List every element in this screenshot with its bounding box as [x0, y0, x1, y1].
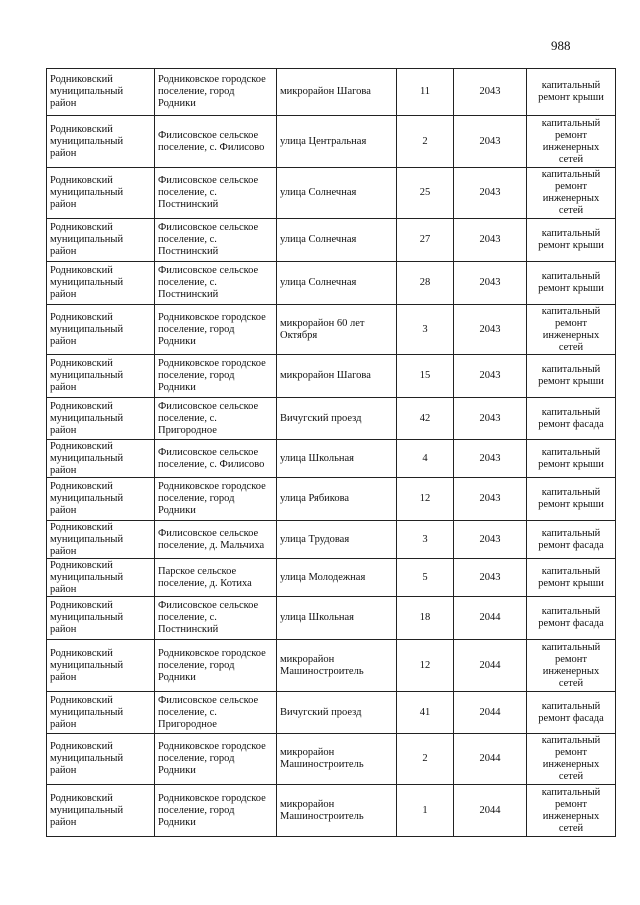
house-number-cell: 11	[397, 69, 454, 116]
work-type-cell: капитальный ремонт инженерных сетей	[527, 640, 616, 692]
work-type-cell: капитальный ремонт инженерных сетей	[527, 734, 616, 785]
district-cell: Родниковский муниципальный район	[47, 168, 155, 219]
table-row	[47, 640, 616, 692]
district-cell: Родниковский муниципальный район	[47, 478, 155, 521]
year-cell: 2044	[454, 734, 527, 785]
table-row	[47, 440, 616, 478]
district-cell: Родниковский муниципальный район	[47, 305, 155, 355]
table-row	[47, 734, 616, 785]
street-cell: улица Школьная	[277, 440, 397, 478]
settlement-cell: Филисовское сельское поселение, с. Филисово	[155, 116, 277, 168]
year-cell: 2043	[454, 69, 527, 116]
settlement-cell: Родниковское городское поселение, город Родники	[155, 785, 277, 837]
work-type-cell: капитальный ремонт фасада	[527, 692, 616, 734]
district-cell: Родниковский муниципальный район	[47, 559, 155, 597]
street-cell: микрорайон Шагова	[277, 355, 397, 398]
work-type-cell: капитальный ремонт крыши	[527, 262, 616, 305]
table-row	[47, 69, 616, 116]
house-number-cell: 41	[397, 692, 454, 734]
year-cell: 2043	[454, 478, 527, 521]
year-cell: 2043	[454, 355, 527, 398]
work-type-cell: капитальный ремонт фасада	[527, 398, 616, 440]
district-cell: Родниковский муниципальный район	[47, 597, 155, 640]
work-type-cell: капитальный ремонт инженерных сетей	[527, 168, 616, 219]
house-number-cell: 27	[397, 219, 454, 262]
year-cell: 2044	[454, 785, 527, 837]
district-cell: Родниковский муниципальный район	[47, 219, 155, 262]
settlement-cell: Родниковское городское поселение, город Родники	[155, 734, 277, 785]
house-number-cell: 1	[397, 785, 454, 837]
table-row	[47, 398, 616, 440]
work-type-cell: капитальный ремонт фасада	[527, 597, 616, 640]
house-number-cell: 3	[397, 305, 454, 355]
house-number-cell: 12	[397, 640, 454, 692]
table-row	[47, 785, 616, 837]
year-cell: 2043	[454, 262, 527, 305]
district-cell: Родниковский муниципальный район	[47, 116, 155, 168]
district-cell: Родниковский муниципальный район	[47, 692, 155, 734]
settlement-cell: Родниковское городское поселение, город Родники	[155, 478, 277, 521]
house-number-cell: 2	[397, 734, 454, 785]
year-cell: 2043	[454, 398, 527, 440]
house-number-cell: 42	[397, 398, 454, 440]
settlement-cell: Филисовское сельское поселение, с. Пригородное	[155, 398, 277, 440]
work-type-cell: капитальный ремонт крыши	[527, 478, 616, 521]
table-row	[47, 116, 616, 168]
housing-repair-table	[46, 68, 616, 837]
table-row	[47, 478, 616, 521]
settlement-cell: Родниковское городское поселение, город Родники	[155, 355, 277, 398]
work-type-cell: капитальный ремонт крыши	[527, 355, 616, 398]
year-cell: 2043	[454, 116, 527, 168]
settlement-cell: Филисовское сельское поселение, с. Филисово	[155, 440, 277, 478]
table-row	[47, 262, 616, 305]
house-number-cell: 15	[397, 355, 454, 398]
district-cell: Родниковский муниципальный район	[47, 69, 155, 116]
district-cell: Родниковский муниципальный район	[47, 640, 155, 692]
street-cell: микрорайон Машиностроитель	[277, 640, 397, 692]
house-number-cell: 4	[397, 440, 454, 478]
table-row	[47, 355, 616, 398]
house-number-cell: 2	[397, 116, 454, 168]
work-type-cell: капитальный ремонт крыши	[527, 219, 616, 262]
page-number: 988	[551, 38, 571, 53]
house-number-cell: 12	[397, 478, 454, 521]
year-cell: 2043	[454, 305, 527, 355]
house-number-cell: 18	[397, 597, 454, 640]
street-cell: микрорайон Шагова	[277, 69, 397, 116]
work-type-cell: капитальный ремонт крыши	[527, 440, 616, 478]
year-cell: 2043	[454, 440, 527, 478]
settlement-cell: Филисовское сельское поселение, с. Постнинский	[155, 262, 277, 305]
settlement-cell: Филисовское сельское поселение, с. Постнинский	[155, 168, 277, 219]
work-type-cell: капитальный ремонт инженерных сетей	[527, 116, 616, 168]
settlement-cell: Парское сельское поселение, д. Котиха	[155, 559, 277, 597]
street-cell: улица Солнечная	[277, 262, 397, 305]
street-cell: улица Центральная	[277, 116, 397, 168]
settlement-cell: Родниковское городское поселение, город Родники	[155, 305, 277, 355]
street-cell: Вичугский проезд	[277, 398, 397, 440]
street-cell: микрорайон 60 лет Октября	[277, 305, 397, 355]
work-type-cell: капитальный ремонт крыши	[527, 69, 616, 116]
table-row	[47, 597, 616, 640]
table-row	[47, 305, 616, 355]
work-type-cell: капитальный ремонт инженерных сетей	[527, 785, 616, 837]
street-cell: улица Молодежная	[277, 559, 397, 597]
year-cell: 2044	[454, 640, 527, 692]
settlement-cell: Филисовское сельское поселение, д. Мальчиха	[155, 521, 277, 559]
street-cell: микрорайон Машиностроитель	[277, 785, 397, 837]
district-cell: Родниковский муниципальный район	[47, 785, 155, 837]
street-cell: Вичугский проезд	[277, 692, 397, 734]
table-row	[47, 168, 616, 219]
street-cell: микрорайон Машиностроитель	[277, 734, 397, 785]
street-cell: улица Школьная	[277, 597, 397, 640]
house-number-cell: 3	[397, 521, 454, 559]
settlement-cell: Родниковское городское поселение, город Родники	[155, 640, 277, 692]
year-cell: 2044	[454, 692, 527, 734]
table-row	[47, 521, 616, 559]
street-cell: улица Трудовая	[277, 521, 397, 559]
work-type-cell: капитальный ремонт инженерных сетей	[527, 305, 616, 355]
district-cell: Родниковский муниципальный район	[47, 262, 155, 305]
year-cell: 2043	[454, 219, 527, 262]
street-cell: улица Солнечная	[277, 168, 397, 219]
settlement-cell: Филисовское сельское поселение, с. Постнинский	[155, 219, 277, 262]
year-cell: 2043	[454, 559, 527, 597]
year-cell: 2043	[454, 521, 527, 559]
work-type-cell: капитальный ремонт фасада	[527, 521, 616, 559]
district-cell: Родниковский муниципальный район	[47, 440, 155, 478]
house-number-cell: 25	[397, 168, 454, 219]
table-row	[47, 559, 616, 597]
settlement-cell: Филисовское сельское поселение, с. Пригородное	[155, 692, 277, 734]
district-cell: Родниковский муниципальный район	[47, 521, 155, 559]
street-cell: улица Рябикова	[277, 478, 397, 521]
settlement-cell: Родниковское городское поселение, город Родники	[155, 69, 277, 116]
settlement-cell: Филисовское сельское поселение, с. Постнинский	[155, 597, 277, 640]
table-row	[47, 692, 616, 734]
year-cell: 2044	[454, 597, 527, 640]
district-cell: Родниковский муниципальный район	[47, 734, 155, 785]
table-row	[47, 219, 616, 262]
work-type-cell: капитальный ремонт крыши	[527, 559, 616, 597]
street-cell: улица Солнечная	[277, 219, 397, 262]
house-number-cell: 28	[397, 262, 454, 305]
year-cell: 2043	[454, 168, 527, 219]
house-number-cell: 5	[397, 559, 454, 597]
district-cell: Родниковский муниципальный район	[47, 398, 155, 440]
district-cell: Родниковский муниципальный район	[47, 355, 155, 398]
